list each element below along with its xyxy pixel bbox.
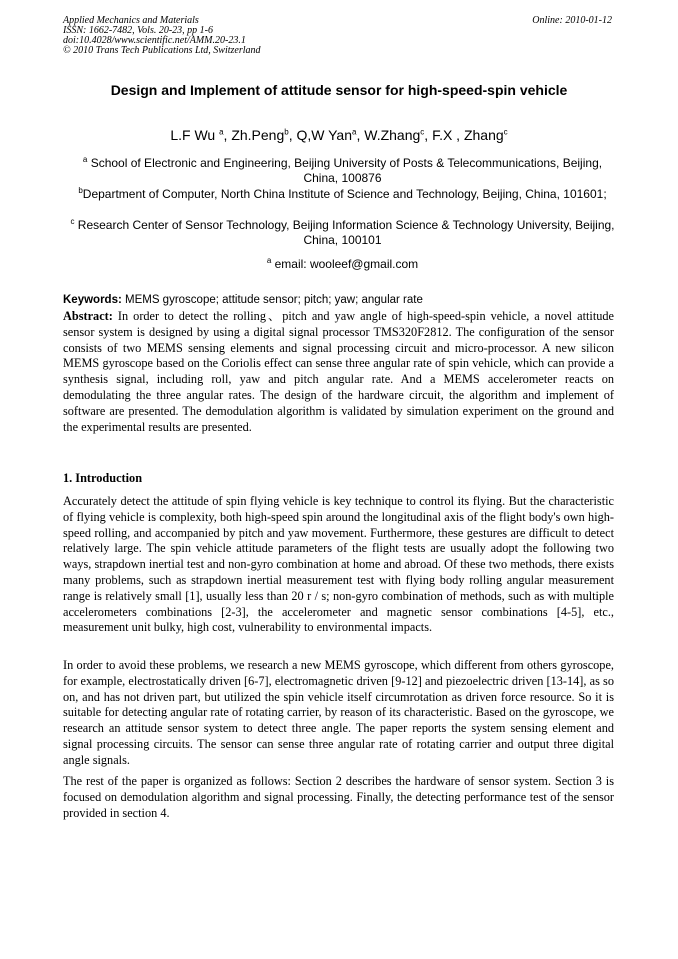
paragraph: The rest of the paper is organized as follows: Section 2 describes the hardware of sensor system. Section 3 is focused on demodulation algorithm and signal processing. Finally, the detecting performance test of the sensor provided in section 4. <box>63 774 614 820</box>
online-date: Online: 2010-01-12 <box>532 15 612 26</box>
author-affiliation-mark: c <box>420 127 425 137</box>
author-affiliation-mark: b <box>284 127 289 137</box>
keywords <box>63 293 614 308</box>
author-separator: , <box>356 127 365 143</box>
journal-name: Applied Mechanics and Materials <box>63 15 199 26</box>
affiliation-mark: a <box>82 155 88 164</box>
journal-header <box>63 16 261 56</box>
affiliation-mark: a <box>266 256 272 265</box>
keywords-label: Keywords: <box>63 294 122 306</box>
affiliation-mark: c <box>70 217 75 226</box>
author-separator: , <box>424 127 433 143</box>
affiliation-mark: b <box>78 186 83 195</box>
abstract-text: In order to detect the rolling、pitch and yaw angle of high-speed-spin vehicle, a novel attitude sensor system is designed by using a digital signal processor TMS320F2812. The configuration of the sensor consists of two MEMS sensing elements and signal processing circuit and micro-processor. A new silicon MEMS gyroscope based on the Coriolis effect can sense three angular rate of spin vehicle, which can provide a synthesis signal, including roll, yaw and pitch angular rate. And a MEMS accelerometer reacts on demodulating the three angular rates. The design of the hardware circuit, the algorithm and implement of software are presented. The demodulation algorithm is validated by simulation experiment on the ground and the experimental results are presented. <box>63 309 614 434</box>
author-name: Q,W Yan <box>296 127 353 143</box>
author-separator: , <box>223 127 232 143</box>
paragraph: Accurately detect the attitude of spin flying vehicle is key technique to control its flying. But the characteristic of flying vehicle is complexity, both high-speed spin around the longitudinal axis of the flight body's own high-speed rolling, and accompanied by pitch and yaw movement. Furthermore, these gestures are difficult to detect relatively large. The spin vehicle attitude parameters of the flight tests are usually adopt the following two ways, strapdown inertial test and non-gyro combination at home and abroad. Of these two methods, there exists many problems, such as strapdown inertial measurement test with flying body rolling angular measurement range is relatively small [1], usually less than 20 r / s; non-gyro combination of methods, such as with multiple accelerometers combinations [2-3], the accelerometer and magnetic sensor combinations [4-5], etc., measurement unit bulky, high cost, vulnerability to environmental impacts. <box>63 494 614 635</box>
affiliation-a <box>70 156 615 186</box>
contact-email <box>70 257 615 272</box>
affiliation-text: Research Center of Sensor Technology, Beijing Information Science & Technology University, Beijing, China, 100101 <box>74 218 615 247</box>
author-separator: , <box>288 127 297 143</box>
keywords-text: MEMS gyroscope; attitude sensor; pitch; yaw; angular rate <box>121 294 423 306</box>
author-name: L.F Wu <box>170 127 220 143</box>
email-text: email: wooleef@gmail.com <box>271 257 419 271</box>
affiliation-b <box>70 187 615 202</box>
author-name: F.X , Zhang <box>432 127 504 143</box>
author-affiliation-mark: c <box>503 127 508 137</box>
affiliation-text: Department of Computer, North China Institute of Science and Technology, Beijing, China, 101601; <box>82 187 607 201</box>
section-heading: 1. Introduction <box>63 471 143 485</box>
paragraph: In order to avoid these problems, we research a new MEMS gyroscope, which different from others gyroscope, for example, electrostatically driven [6-7], electromagnetic driven [9-12] and piezoelectric driven [13-14], as so on, and has not driven part, but utilized the spin vehicle itself circumrotation as driven force resource. So it is suitable for detecting angular rate of rotating carrier, by reason of its characteristic. Based on the gyroscope, we research an attitude sensor system to detect three angle. The paper reports the system sensing element and signal processing circuits. The sensor can sense three angular rate of rotating carrier and output three digital angle signals. <box>63 658 614 767</box>
author-name: Zh.Peng <box>231 127 285 143</box>
abstract-label: Abstract: <box>63 309 113 323</box>
issn-line: ISSN: 1662-7482, Vols. 20-23, pp 1-6 <box>63 25 213 36</box>
affiliation-c <box>70 218 615 248</box>
doi-line: doi:10.4028/www.scientific.net/AMM.20-23.1 <box>63 35 246 46</box>
author-affiliation-mark: a <box>219 127 224 137</box>
abstract <box>63 309 614 435</box>
copyright-line: © 2010 Trans Tech Publications Ltd, Switzerland <box>63 45 261 56</box>
affiliation-text: School of Electronic and Engineering, Beijing University of Posts & Telecommunications, Beijing, China, 100876 <box>87 156 603 185</box>
author-affiliation-mark: a <box>352 127 357 137</box>
author-name: W.Zhang <box>364 127 421 143</box>
author-list <box>0 127 678 143</box>
paper-title: Design and Implement of attitude sensor for high-speed-spin vehicle <box>110 82 568 98</box>
